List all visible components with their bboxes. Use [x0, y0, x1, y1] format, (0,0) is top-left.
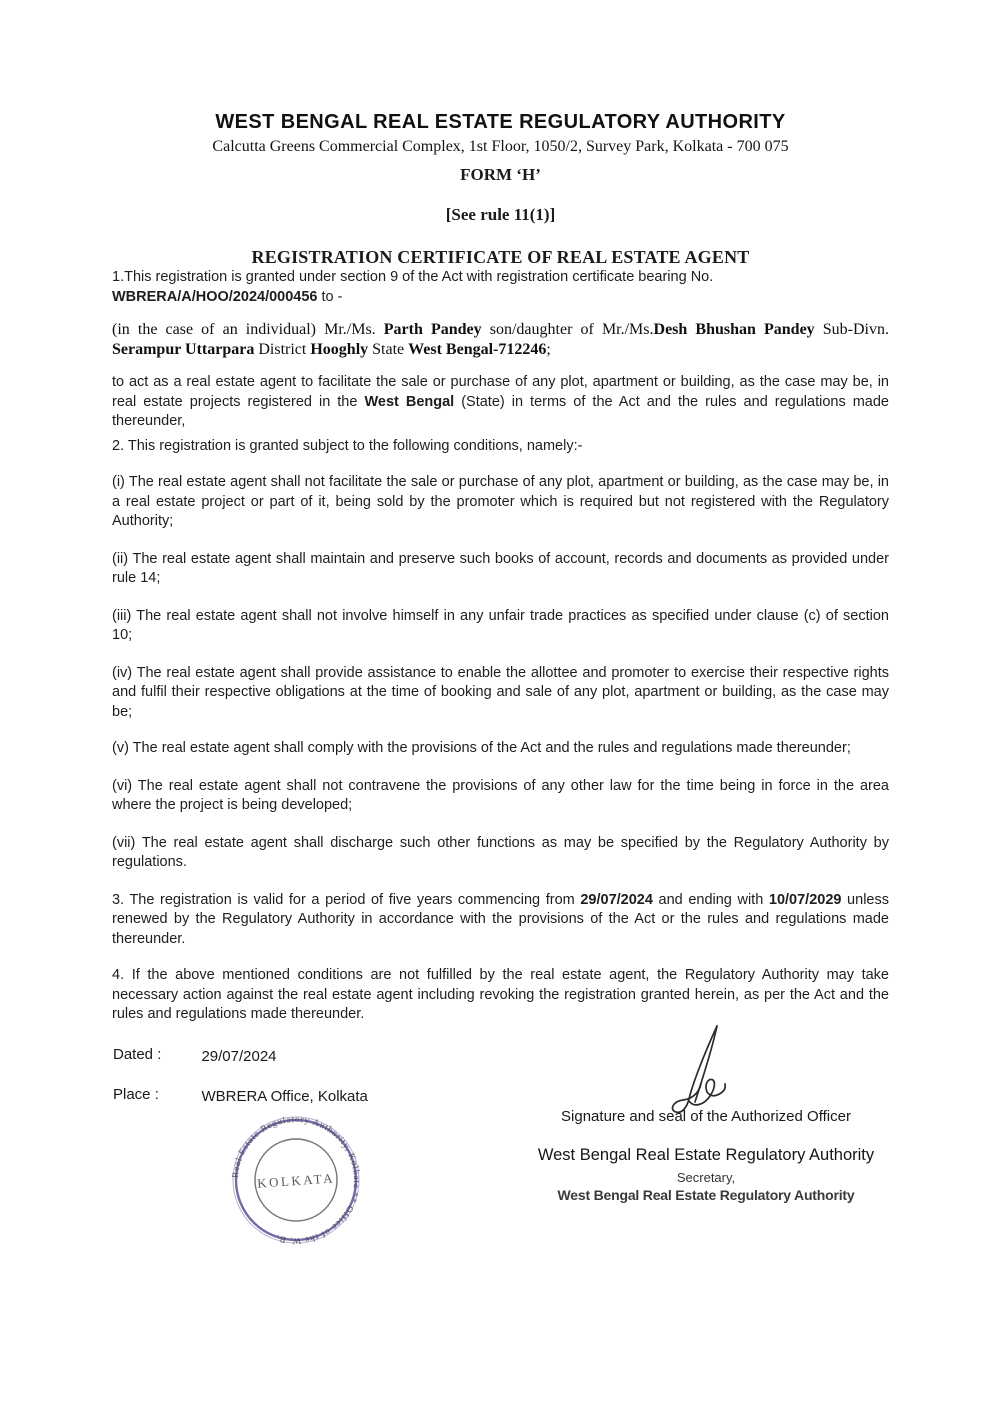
condition-item: (iii) The real estate agent shall not involve himself in any unfair trade practices as specified under clause (c) of section 10;: [112, 607, 889, 643]
seal-ring-text: Real Estate Regulatory Authority, Kolkata ** Office of the W. B.: [229, 1113, 363, 1247]
place-row: [113, 1086, 368, 1104]
place-label: Place :: [113, 1086, 159, 1103]
dated-row: [113, 1046, 277, 1064]
certificate-title: REGISTRATION CERTIFICATE OF REAL ESTATE AGENT: [251, 247, 750, 267]
condition-item: (v) The real estate agent shall comply with the provisions of the Act and the rules and regulations made thereunder;: [112, 740, 851, 756]
condition-item: (ii) The real estate agent shall maintain and preserve such books of account, records and documents as provided under rule 14;: [112, 550, 889, 586]
condition-item: (i) The real estate agent shall not facilitate the sale or purchase of any plot, apartment or building, as the case may be, in a real estate project or part of it, being sold by the promoter which is required but not registered with the Regulatory Authority;: [112, 474, 889, 529]
registration-grant-text: 1.This registration is granted under section 9 of the Act with registration certificate bearing No.: [112, 269, 714, 285]
seal-center-text: KOLKATA: [256, 1170, 336, 1191]
authority-address: Calcutta Greens Commercial Complex, 1st Floor, 1050/2, Survey Park, Kolkata - 700 075: [212, 138, 789, 155]
enforcement-para: 4. If the above mentioned conditions are not fulfilled by the real estate agent, the Regulatory Authority may take necessary action against the real estate agent including revoking the registration granted herein, as per the Act and the rules and regulations made thereunder.: [112, 967, 889, 1022]
form-label: FORM ‘H’: [460, 165, 541, 184]
signature-block: [520, 1108, 892, 1203]
rule-reference: [See rule 11(1)]: [445, 205, 556, 224]
place-value: WBRERA Office, Kolkata: [201, 1088, 368, 1105]
dated-value: 29/07/2024: [201, 1048, 277, 1065]
condition-item: (iv) The real estate agent shall provide assistance to enable the allottee and promoter to exercise their respective rights and fulfil their respective obligations at the time of booking and sale of any plot, apartment or building, as the case may be;: [112, 664, 889, 720]
validity-para: 3. The registration is valid for a period of five years commencing from 29/07/2024 and ending with 10/07/2029 unless renewed by the Regulatory Authority in accordance with the provisions of the Act or the rules and regulations made thereunder.: [112, 891, 889, 947]
condition-item: (vi) The real estate agent shall not contravene the provisions of any other law for the time being in force in the area where the project is being developed;: [112, 777, 889, 813]
authority-name-title: WEST BENGAL REAL ESTATE REGULATORY AUTHORITY: [215, 111, 786, 133]
conditions-intro: 2. This registration is granted subject to the following conditions, namely:-: [112, 437, 583, 454]
dated-label: Dated :: [113, 1046, 162, 1063]
agent-scope-para: to act as a real estate agent to facilitate the sale or purchase of any plot, apartment or building, as the case may be, in real estate projects registered in the West Bengal (State) in terms of the Act and the rules and regulations made thereunder,: [112, 374, 889, 429]
signature: [645, 1022, 737, 1117]
individual-details-para: (in the case of an individual) Mr./Ms. Parth Pandey son/daughter of Mr./Ms.Desh Bhushan Pandey Sub-Divn. Serampur Uttarpara District Hooghly State West Bengal-712246;: [112, 321, 889, 358]
registration-grant-para: [112, 268, 889, 307]
registration-number: WBRERA/A/HOO/2024/000456: [112, 288, 318, 305]
condition-item: (vii) The real estate agent shall discharge such other functions as may be specified by the Regulatory Authority by regulations.: [112, 834, 889, 870]
registration-number-suffix: to -: [317, 288, 343, 305]
official-seal: [221, 1105, 371, 1255]
authority-stamp-line: West Bengal Real Estate Regulatory Authority: [557, 1187, 855, 1203]
secretary-designation: Secretary,: [676, 1170, 736, 1185]
authority-name-footer: West Bengal Real Estate Regulatory Authority: [537, 1146, 875, 1164]
signature-caption: Signature and seal of the Authorized Officer: [561, 1108, 851, 1125]
